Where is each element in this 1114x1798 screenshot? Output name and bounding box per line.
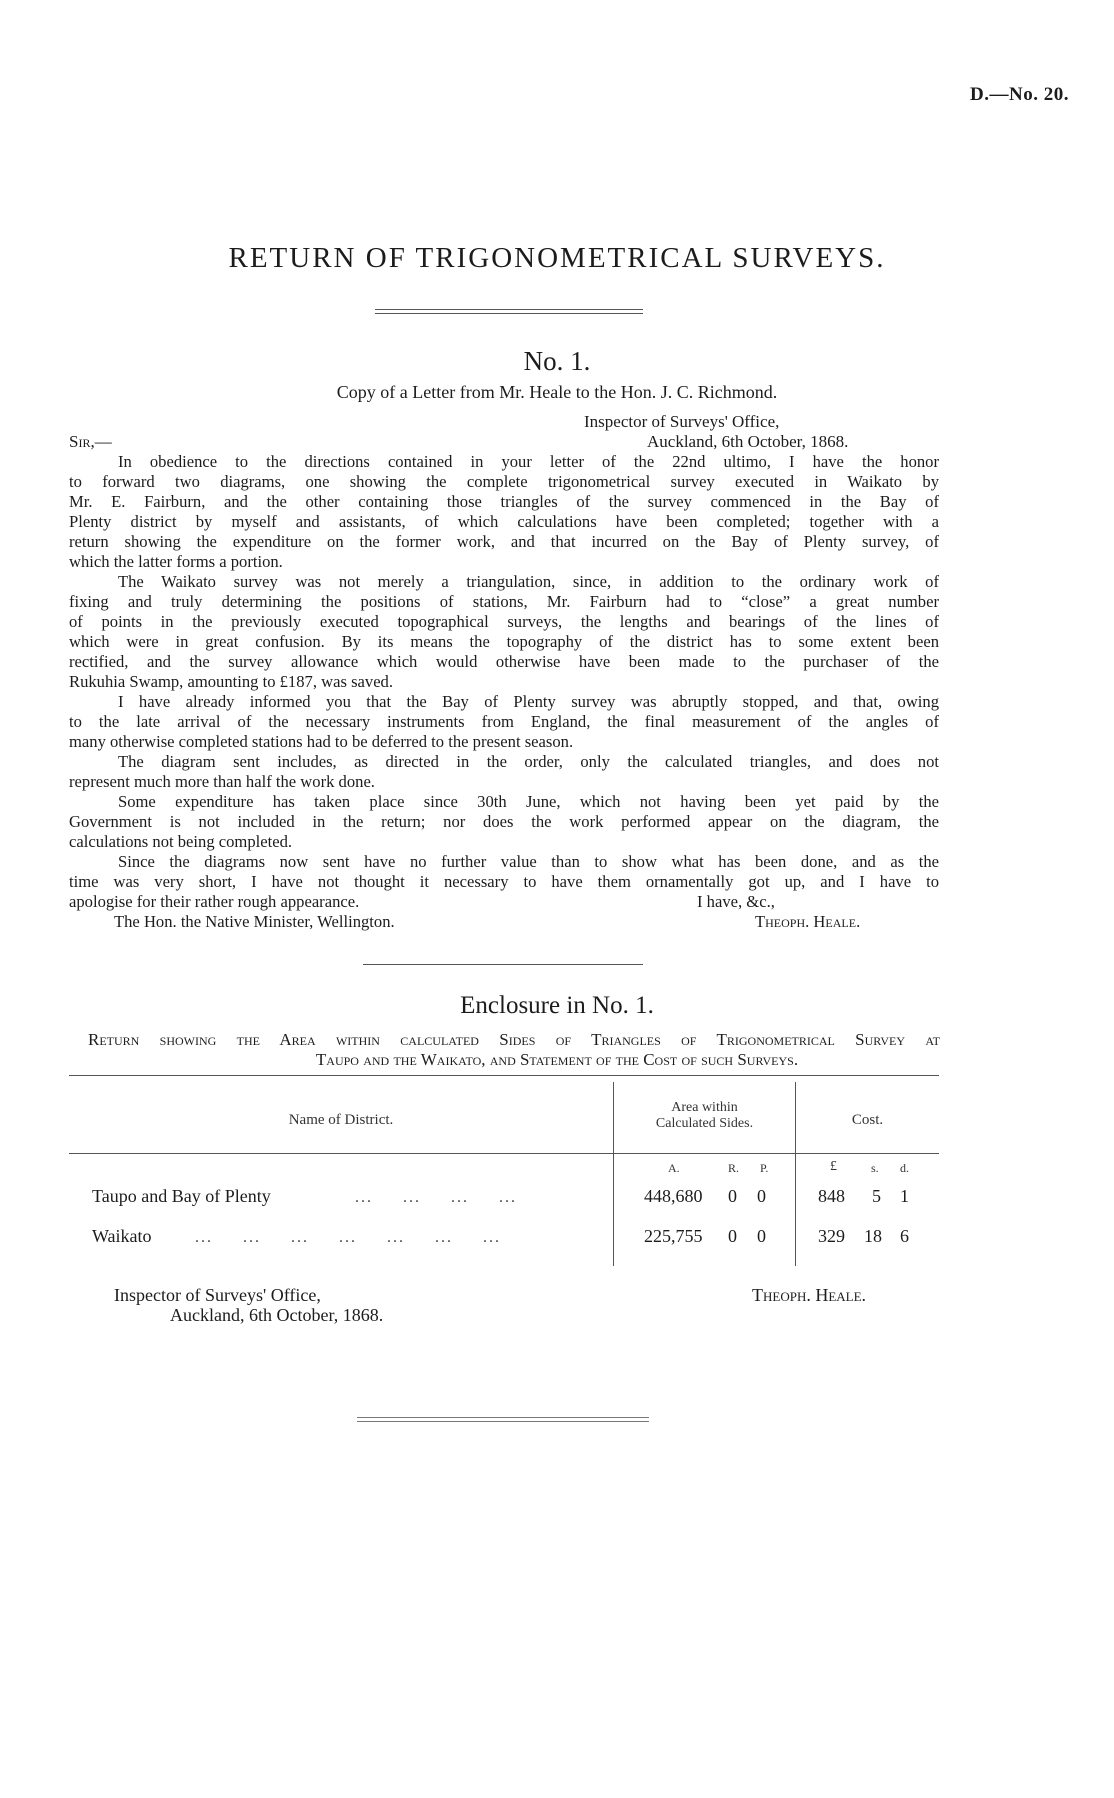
cost-pounds: 329 <box>818 1226 845 1246</box>
letter-line: In obedience to the directions contained in your letter of the 22nd ultimo, I have the honor <box>118 452 939 471</box>
header-district: Name of District. <box>288 1112 394 1128</box>
letter-salutation: Sir,— <box>69 432 112 451</box>
letter-closing: I have, &c., <box>697 892 775 911</box>
letter-address-line1: Inspector of Surveys' Office, <box>584 412 780 431</box>
letter-line: which were in great confusion. By its means the topography of the district has to some extent been <box>69 632 939 651</box>
district-name: Taupo and Bay of Plenty <box>92 1186 271 1206</box>
header-area-line1: Area within <box>671 1100 738 1115</box>
header-cost: Cost. <box>851 1112 884 1128</box>
letter-line: The Waikato survey was not merely a triangulation, since, in addition to the ordinary work of <box>118 572 939 591</box>
letter-line: to the late arrival of the necessary instruments from England, the final measurement of the angles of <box>69 712 939 731</box>
letter-line: Since the diagrams now sent have no further value than to show what has been done, and as the <box>118 852 939 871</box>
letter-line: The diagram sent includes, as directed in the order, only the calculated triangles, and does not <box>118 752 939 771</box>
cost-pence: 1 <box>900 1186 909 1206</box>
letter-line: to forward two diagrams, one showing the complete trigonometrical survey executed in Waikato by <box>69 472 939 491</box>
letter-line: many otherwise completed stations had to be deferred to the present season. <box>69 732 574 751</box>
letter-signature: Theoph. Heale. <box>755 912 861 931</box>
subheader-shillings: s. <box>871 1161 879 1175</box>
letter-line: apologise for their rather rough appearance. <box>69 892 360 911</box>
letter-line: Mr. E. Fairburn, and the other containing those triangles of the survey commenced in the Bay of <box>69 492 939 511</box>
letter-line: Plenty district by myself and assistants, of which calculations have been completed; together with a <box>69 512 939 531</box>
footer-place-date: Auckland, 6th October, 1868. <box>170 1305 384 1325</box>
page-title: RETURN OF TRIGONOMETRICAL SURVEYS. <box>228 242 886 274</box>
letter-line: calculations not being completed. <box>69 832 293 851</box>
cost-shillings: 5 <box>872 1186 881 1206</box>
area-roods: 0 <box>728 1226 737 1246</box>
cost-pence: 6 <box>900 1226 909 1246</box>
letter-line: which the latter forms a portion. <box>69 552 283 571</box>
letter-line: I have already informed you that the Bay of Plenty survey was abruptly stopped, and that, owing <box>118 692 939 711</box>
area-roods: 0 <box>728 1186 737 1206</box>
header-area-line2: Calculated Sides. <box>655 1116 754 1131</box>
letter-line: Government is not included in the return; nor does the work performed appear on the diagram, the <box>69 812 939 831</box>
area-acres: 225,755 <box>644 1226 703 1246</box>
section-divider <box>363 964 643 965</box>
subheader-perches: P. <box>760 1161 769 1175</box>
letter-caption: Copy of a Letter from Mr. Heale to the Hon. J. C. Richmond. <box>336 382 778 402</box>
letter-line: rectified, and the survey allowance which would otherwise have been made to the purchaser of the <box>69 652 939 671</box>
table-column-divider <box>795 1082 796 1266</box>
leader-dots: ... ... ... ... <box>355 1189 517 1206</box>
footer-signature: Theoph. Heale. <box>752 1285 867 1305</box>
area-perches: 0 <box>757 1226 766 1246</box>
subheader-roods: R. <box>728 1161 740 1175</box>
cost-shillings: 18 <box>864 1226 882 1246</box>
letter-addressee: The Hon. the Native Minister, Wellington. <box>114 912 395 931</box>
district-name: Waikato <box>92 1226 152 1246</box>
table-top-rule <box>69 1075 939 1076</box>
subheader-acres: A. <box>668 1161 680 1175</box>
letter-line: Some expenditure has taken place since 30th June, which not having been yet paid by the <box>118 792 939 811</box>
letter-line: time was very short, I have not thought it necessary to have them ornamentally got up, and I have to <box>69 872 939 891</box>
enclosure-heading: Enclosure in No. 1. <box>460 992 654 1019</box>
end-divider-bottom <box>357 1421 649 1422</box>
letter-line: of points in the previously executed topographical surveys, the lengths and bearings of the lines of <box>69 612 939 631</box>
letter-line: fixing and truly determining the positions of stations, Mr. Fairburn had to “close” a great number <box>69 592 939 611</box>
return-description-line2: Taupo and the Waikato, and Statement of the Cost of such Surveys. <box>315 1050 799 1069</box>
letter-address-line2: Auckland, 6th October, 1868. <box>647 432 849 451</box>
subheader-pounds: £ <box>830 1159 837 1174</box>
title-divider-top <box>375 309 643 310</box>
end-divider-top <box>357 1417 649 1418</box>
document-reference: D.—No. 20. <box>970 84 1069 105</box>
return-description-line1: Return showing the Area within calculated Sides of Triangles of Trigonometrical Survey at <box>88 1030 940 1049</box>
subheader-pence: d. <box>900 1161 909 1175</box>
letter-line: represent much more than half the work done. <box>69 772 375 791</box>
cost-pounds: 848 <box>818 1186 845 1206</box>
letter-line: Rukuhia Swamp, amounting to £187, was saved. <box>69 672 394 691</box>
leader-dots: ... ... ... ... ... ... ... <box>195 1229 501 1246</box>
footer-office: Inspector of Surveys' Office, <box>114 1285 321 1305</box>
area-acres: 448,680 <box>644 1186 703 1206</box>
letter-line: return showing the expenditure on the former work, and that incurred on the Bay of Plenty survey, of <box>69 532 939 551</box>
section-number: No. 1. <box>523 346 591 376</box>
title-divider-bottom <box>375 313 643 314</box>
table-header-rule <box>69 1153 939 1154</box>
area-perches: 0 <box>757 1186 766 1206</box>
